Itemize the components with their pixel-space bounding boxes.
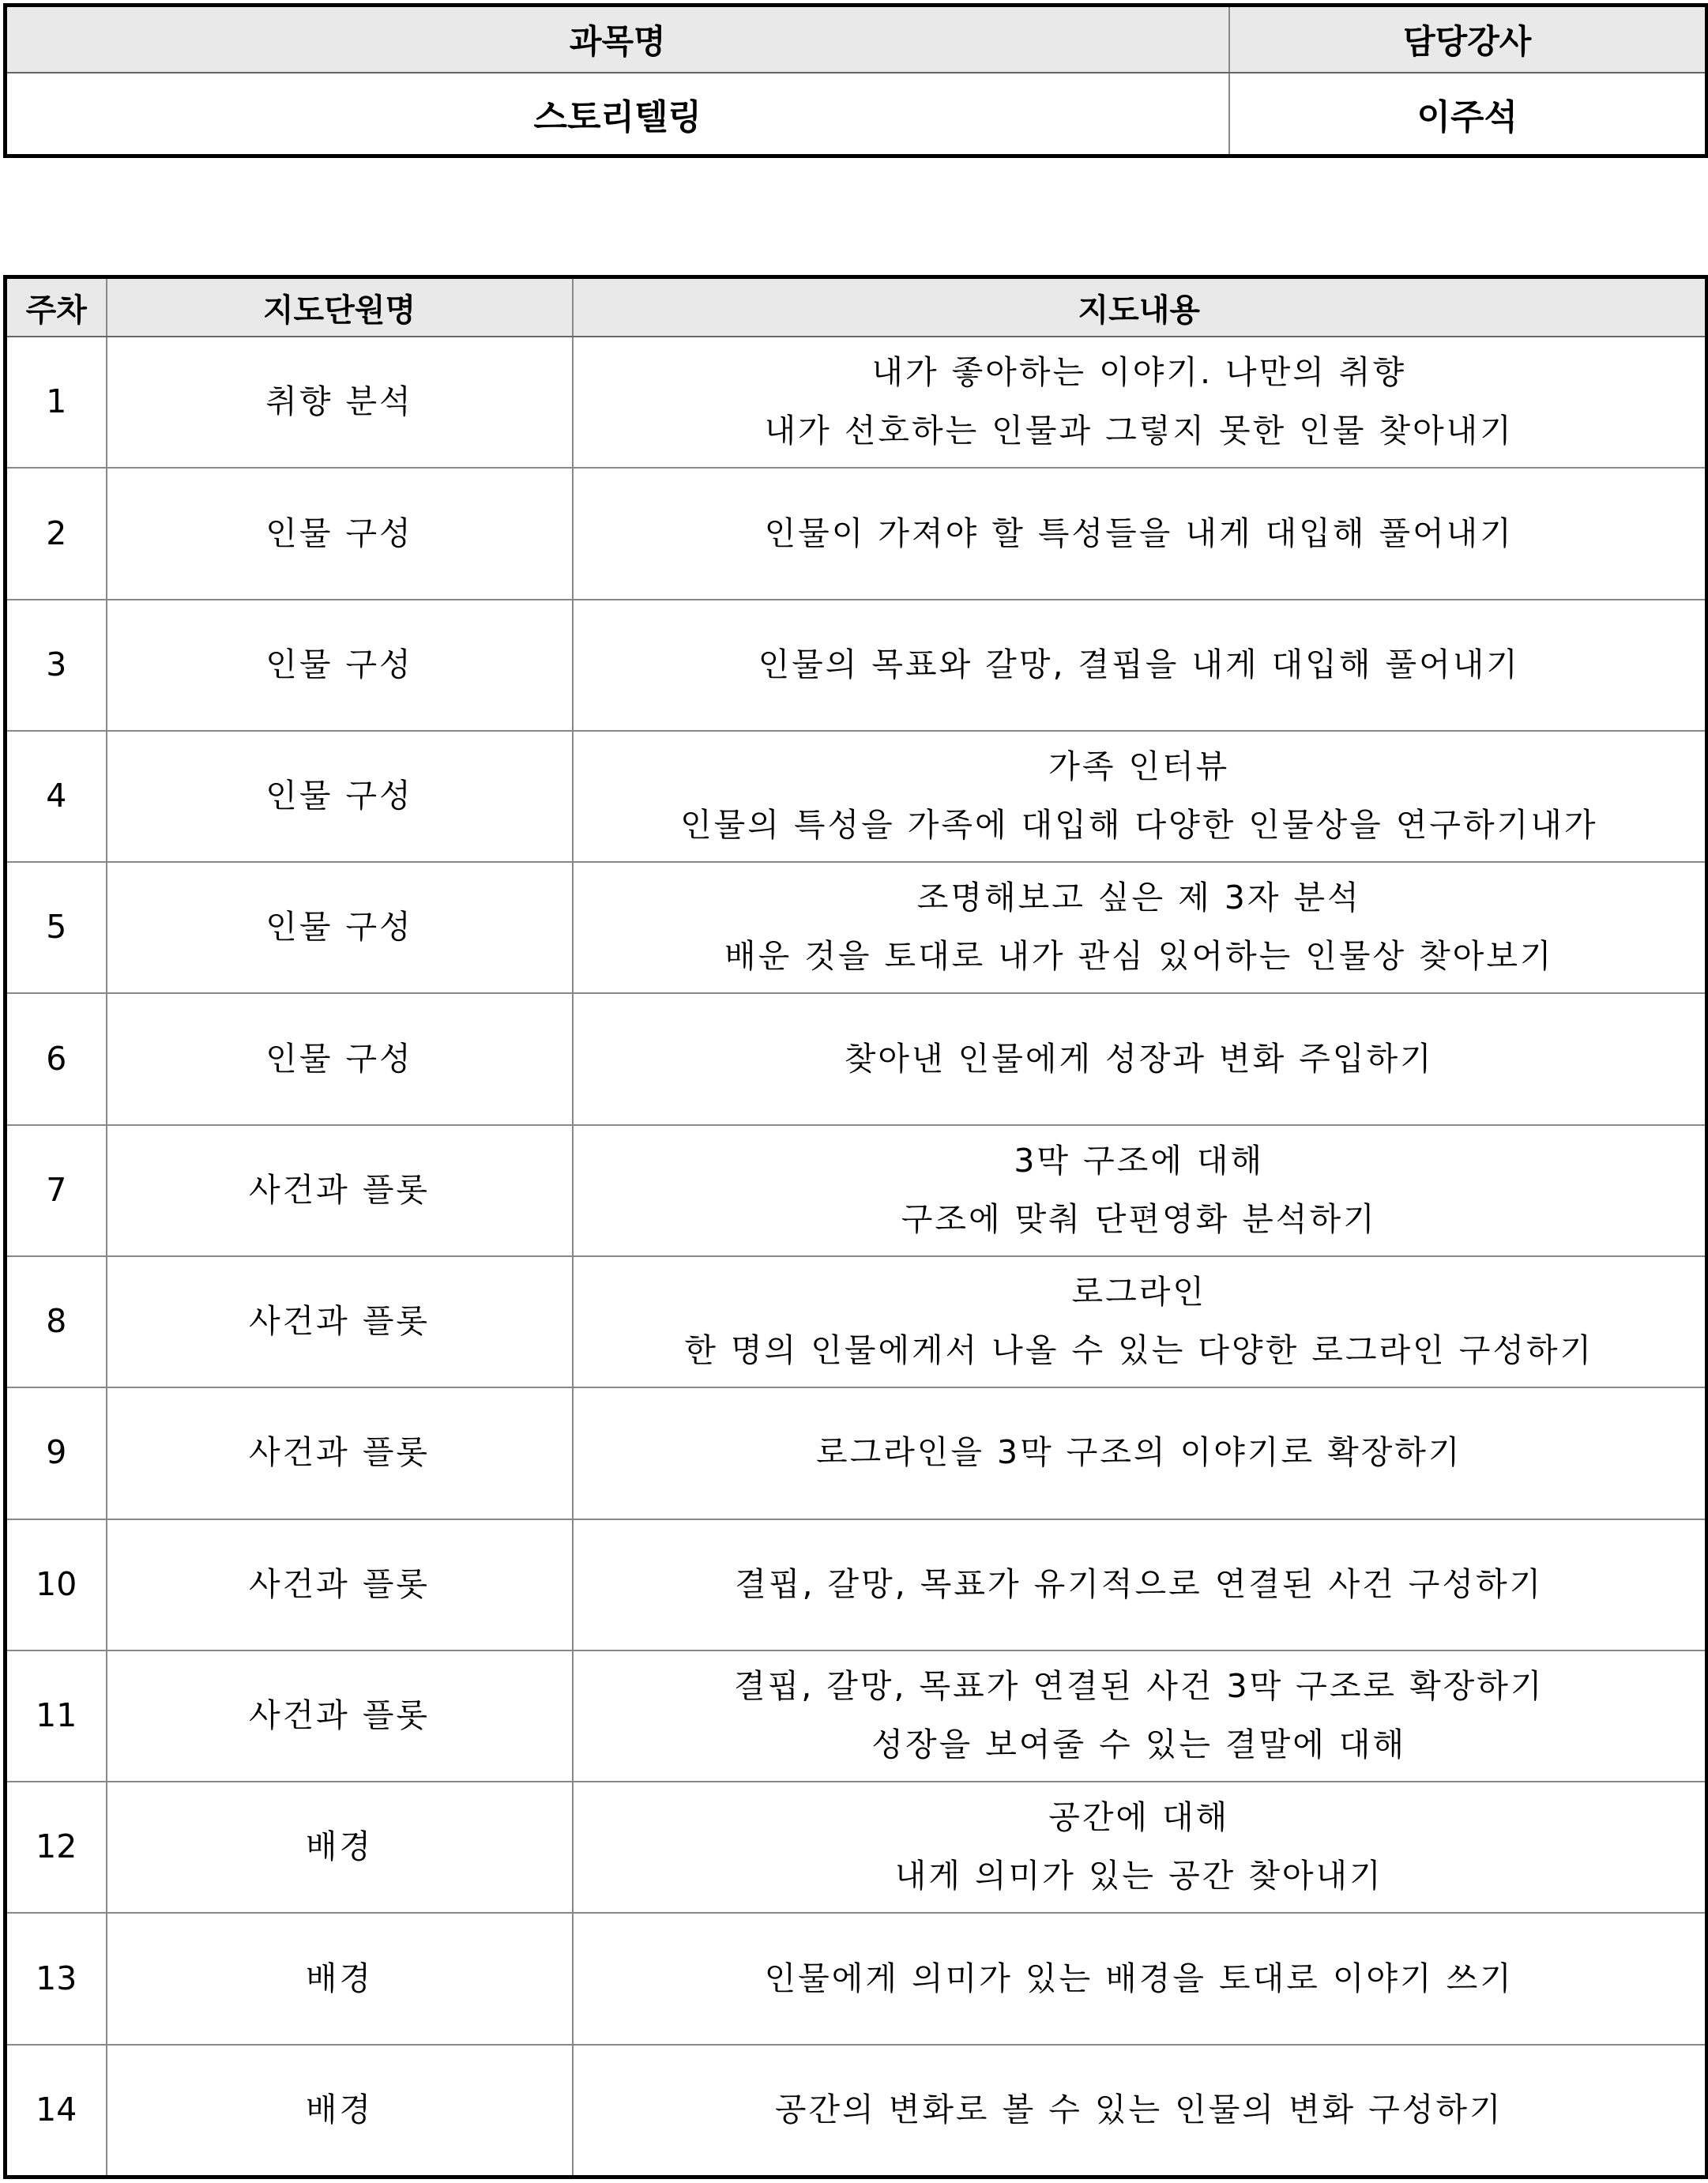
table-row — [6, 1256, 1707, 1387]
unit-cell: 사건과 플롯 — [107, 1125, 573, 1256]
content-line: 공간의 변화로 볼 수 있는 인물의 변화 구성하기 — [774, 2090, 1503, 2128]
content-cell — [573, 1913, 1707, 2044]
table-row — [6, 600, 1707, 731]
course-value-row — [6, 73, 1707, 156]
course-name-value: 스토리텔링 — [6, 73, 1229, 156]
content-line: 결핍, 갈망, 목표가 유기적으로 연결된 사건 구성하기 — [735, 1564, 1544, 1603]
content-line: 공간에 대해 — [1048, 1798, 1230, 1837]
table-row — [6, 1650, 1707, 1782]
unit-cell: 배경 — [107, 1913, 573, 2044]
week-cell: 12 — [6, 1782, 107, 1913]
unit-cell: 배경 — [107, 2045, 573, 2177]
unit-cell: 인물 구성 — [107, 993, 573, 1124]
content-cell — [573, 862, 1707, 993]
table-row — [6, 993, 1707, 1124]
table-row — [6, 1387, 1707, 1519]
content-line: 내가 선호하는 인물과 그렇지 못한 인물 찾아내기 — [764, 412, 1514, 450]
content-line: 인물의 특성을 가족에 대입해 다양한 인물상을 연구하기내가 — [680, 805, 1598, 844]
content-line: 가족 인터뷰 — [1048, 747, 1230, 786]
content-line: 3막 구조에 대해 — [1014, 1142, 1265, 1180]
content-line: 배운 것을 토대로 내가 관심 있어하는 인물상 찾아보기 — [724, 937, 1554, 976]
content-line: 결핍, 갈망, 목표가 연결된 사건 3막 구조로 확장하기 — [734, 1667, 1544, 1706]
week-cell: 6 — [6, 993, 107, 1124]
course-info-table — [3, 3, 1708, 158]
week-cell: 1 — [6, 337, 107, 468]
week-cell: 8 — [6, 1256, 107, 1387]
content-line: 인물에게 의미가 있는 배경을 토대로 이야기 쓰기 — [764, 1959, 1514, 1997]
week-cell: 9 — [6, 1387, 107, 1519]
week-cell: 4 — [6, 731, 107, 862]
content-line: 조명해보고 싶은 제 3자 분석 — [916, 879, 1361, 917]
instructor-header: 담당강사 — [1229, 6, 1707, 73]
unit-cell: 배경 — [107, 1782, 573, 1913]
content-cell — [573, 1782, 1707, 1913]
unit-cell: 인물 구성 — [107, 600, 573, 731]
content-cell — [573, 1256, 1707, 1387]
unit-header: 지도단원명 — [107, 277, 573, 337]
content-line: 로그라인을 3막 구조의 이야기로 확장하기 — [815, 1433, 1462, 1472]
content-line: 로그라인 — [1071, 1273, 1206, 1312]
content-cell — [573, 1519, 1707, 1650]
unit-cell: 인물 구성 — [107, 862, 573, 993]
content-line: 내가 좋아하는 이야기. 나만의 취향 — [871, 353, 1407, 392]
content-cell — [573, 1125, 1707, 1256]
unit-cell: 취향 분석 — [107, 337, 573, 468]
content-cell — [573, 731, 1707, 862]
course-name-header: 과목명 — [6, 6, 1229, 73]
week-cell: 14 — [6, 2045, 107, 2177]
week-cell: 5 — [6, 862, 107, 993]
content-line: 내게 의미가 있는 공간 찾아내기 — [894, 1857, 1383, 1895]
instructor-value: 이주석 — [1229, 73, 1707, 156]
table-row — [6, 1519, 1707, 1650]
table-row — [6, 1913, 1707, 2044]
unit-cell: 인물 구성 — [107, 468, 573, 599]
content-header: 지도내용 — [573, 277, 1707, 337]
schedule-table — [3, 275, 1708, 2179]
table-row — [6, 468, 1707, 599]
unit-cell: 사건과 플롯 — [107, 1650, 573, 1782]
table-row — [6, 337, 1707, 468]
week-cell: 2 — [6, 468, 107, 599]
content-cell — [573, 337, 1707, 468]
week-cell: 7 — [6, 1125, 107, 1256]
table-row — [6, 862, 1707, 993]
unit-cell: 사건과 플롯 — [107, 1519, 573, 1650]
table-row — [6, 1125, 1707, 1256]
week-cell: 10 — [6, 1519, 107, 1650]
content-cell — [573, 468, 1707, 599]
content-line: 성장을 보여줄 수 있는 결말에 대해 — [871, 1725, 1407, 1763]
week-header: 주차 — [6, 277, 107, 337]
content-line: 인물이 가져야 할 특성들을 내게 대입해 풀어내기 — [764, 514, 1514, 552]
unit-cell: 인물 구성 — [107, 731, 573, 862]
week-cell: 11 — [6, 1650, 107, 1782]
unit-cell: 사건과 플롯 — [107, 1387, 573, 1519]
table-row — [6, 2045, 1707, 2177]
schedule-body — [6, 337, 1707, 2177]
unit-cell: 사건과 플롯 — [107, 1256, 573, 1387]
table-row — [6, 1782, 1707, 1913]
content-line: 찾아낸 인물에게 성장과 변화 주입하기 — [844, 1039, 1434, 1078]
content-cell — [573, 2045, 1707, 2177]
content-line: 구조에 맞춰 단편영화 분석하기 — [901, 1199, 1377, 1238]
course-header-row — [6, 6, 1707, 73]
week-cell: 3 — [6, 600, 107, 731]
week-cell: 13 — [6, 1913, 107, 2044]
table-row — [6, 731, 1707, 862]
content-line: 한 명의 인물에게서 나올 수 있는 다양한 로그라인 구성하기 — [684, 1331, 1594, 1370]
content-cell — [573, 600, 1707, 731]
content-cell — [573, 1650, 1707, 1782]
schedule-header-row — [6, 277, 1707, 337]
content-cell — [573, 1387, 1707, 1519]
content-cell — [573, 993, 1707, 1124]
content-line: 인물의 목표와 갈망, 결핍을 내게 대입해 풀어내기 — [758, 645, 1520, 683]
